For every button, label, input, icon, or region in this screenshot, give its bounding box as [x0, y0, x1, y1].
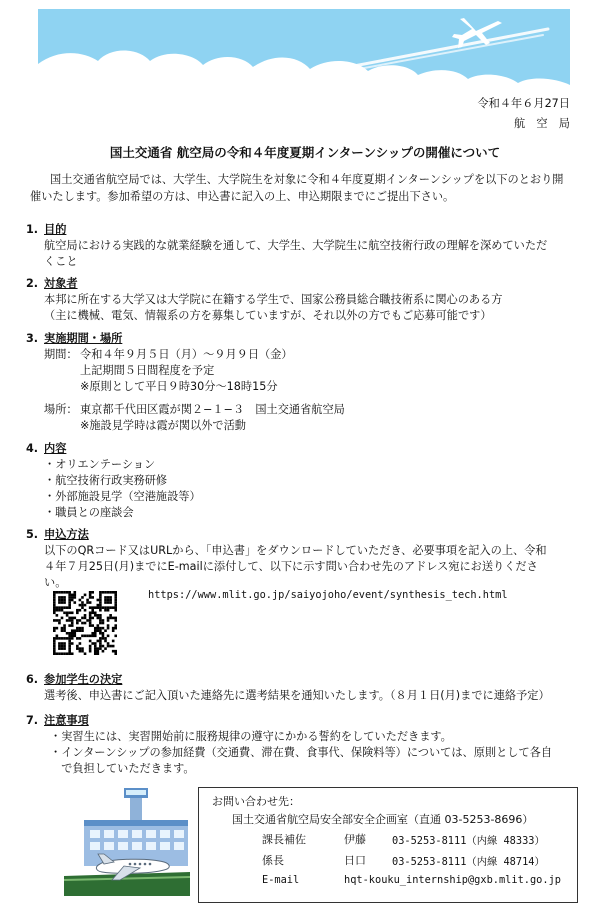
eligibility-line-2: （主に機械、電気、情報系の方を募集していますが、それ以外の方でもご応募可能です） [44, 309, 492, 322]
page-title: 国土交通省 航空局の令和４年度夏期インターンシップの開催について [109, 145, 501, 160]
contact-name: 伊藤 [344, 833, 366, 846]
issue-date: 令和４年６月27日 [477, 97, 570, 110]
contact-phone: 03-5253-8111（内線 48714） [392, 856, 545, 868]
application-line-3: い。 [44, 576, 67, 589]
contact-role: 係長 [262, 854, 284, 867]
content-item: ・職員との座談会 [44, 506, 134, 519]
section-heading-application: 5. 申込方法 [26, 528, 89, 541]
section-heading-notes: 7. 注意事項 [26, 714, 89, 727]
contact-email-label: E-mail [262, 874, 300, 886]
application-line-2: ４年７月25日(月)までにE-mailに添付して、以下に示す問い合わせ先のアドレス宛にお送りくださ [44, 560, 538, 573]
notes-line-3: で負担していただきます。 [50, 762, 195, 775]
place-note: ※施設見学時は霞が関以外で活動 [80, 419, 246, 432]
period-value: 令和４年９月５日（月）～９月９日（金） [80, 348, 293, 361]
contact-office: 国土交通省航空局安全部安全企画室（直通 03-5253-8696） [232, 813, 534, 826]
period-note-1: 上記期間５日間程度を予定 [80, 364, 215, 377]
section-heading-purpose: 1. 目的 [26, 223, 67, 236]
content-item: ・オリエンテーション [44, 458, 156, 471]
qr-code[interactable] [53, 591, 117, 655]
notes-line-1: ・実習生には、実習開始前に服務規律の遵守にかかる誓約をしていただきます。 [50, 730, 452, 743]
purpose-line-1: 航空局における実践的な就業経験を通して、大学生、大学院生に航空技術行政の理解を深めていただ [44, 239, 548, 252]
content-item: ・航空技術行政実務研修 [44, 474, 168, 487]
notes-line-2: ・インターンシップの参加経費（交通費、滞在費、食事代、保険料等）については、原則として各自 [50, 746, 553, 759]
contact-email-link[interactable]: hqt-kouku_internship@gxb.mlit.go.jp [344, 874, 561, 886]
contact-heading: お問い合わせ先： [212, 795, 300, 808]
application-url-link[interactable]: https://www.mlit.go.jp/saiyojoho/event/synthesis_tech.html [148, 589, 508, 601]
intro-line-1: 国土交通省航空局では、大学生、大学院生を対象に令和４年度夏期インターンシップを以下のとおり開 [50, 173, 564, 186]
contact-name: 日口 [344, 854, 366, 867]
contact-phone: 03-5253-8111（内線 48333） [392, 835, 545, 847]
period-note-2: ※原則として平日９時30分～18時15分 [80, 380, 278, 393]
place-value: 東京都千代田区霞が関２−１−３ 国土交通省航空局 [80, 403, 345, 416]
airport-illustration [64, 780, 190, 896]
content-item: ・外部施設見学（空港施設等） [44, 490, 201, 503]
intro-line-2: 催いたします。参加希望の方は、申込書に記入の上、申込期限までにご提出下さい。 [30, 190, 455, 203]
period-label: 期間： [44, 348, 78, 361]
section-heading-eligibility: 2. 対象者 [26, 277, 78, 290]
contact-role: 課長補佐 [262, 833, 306, 846]
section-heading-selection: 6. 参加学生の決定 [26, 673, 123, 686]
place-label: 場所： [44, 403, 78, 416]
issuer: 航 空 局 [514, 117, 570, 130]
section-heading-period-place: 3. 実施期間・場所 [26, 332, 123, 345]
section-heading-content: 4. 内容 [26, 442, 67, 455]
application-line-1: 以下のQRコード又はURLから、「申込書」をダウンロードしていただき、必要事項を記入の上、令和 [44, 544, 547, 557]
selection-line: 選考後、申込書にご記入頂いた連絡先に選考結果を通知いたします。（８月１日(月)までに連絡予定） [44, 689, 550, 702]
eligibility-line-1: 本邦に所在する大学又は大学院に在籍する学生で、国家公務員総合職技術系に関心のある方 [44, 293, 503, 306]
purpose-line-2: くこと [44, 255, 78, 268]
sky-banner [38, 9, 570, 91]
